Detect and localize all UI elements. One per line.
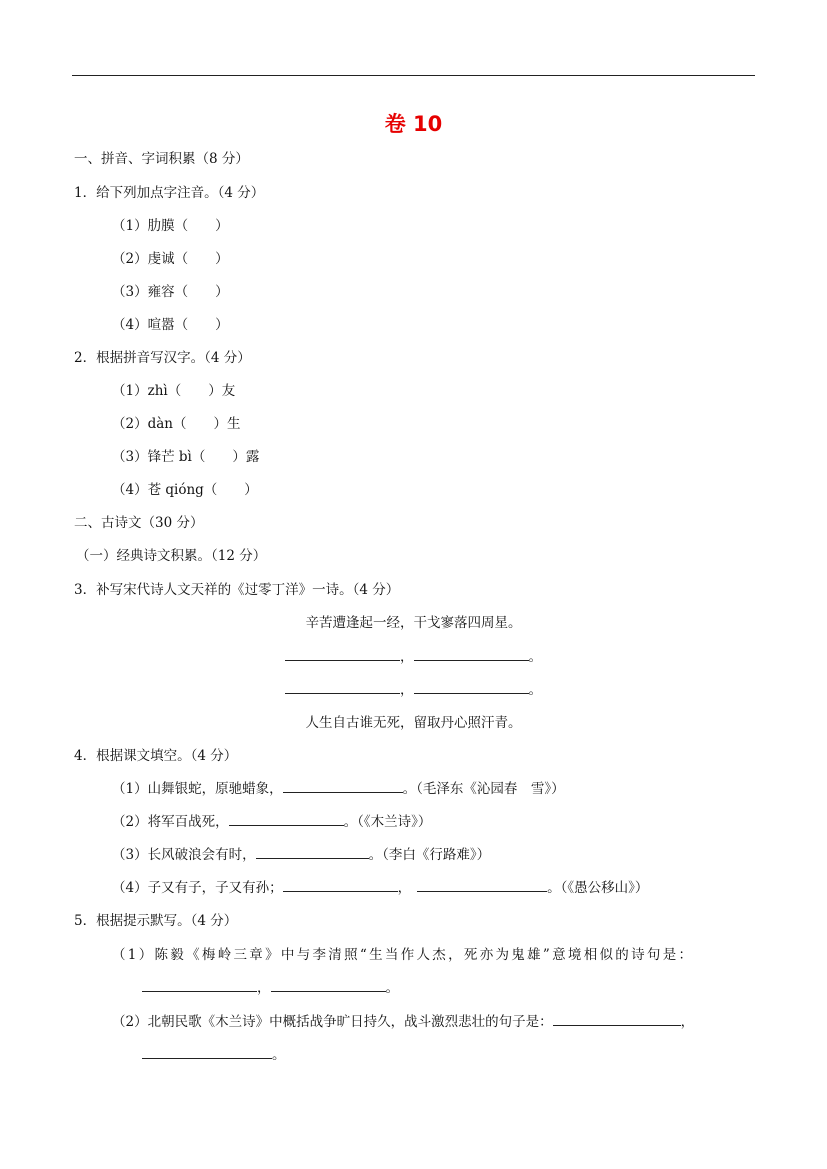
q4-item-1-text: （1）山舞银蛇，原驰蜡象，: [112, 781, 283, 797]
q5-stem: 5．根据提示默写。（4 分）: [74, 913, 238, 929]
q4-item-4-text: （4）子又有子，子又有孙；: [112, 880, 283, 896]
comma: ，: [257, 980, 271, 996]
q4-item-2: [112, 813, 431, 831]
q1-item-3: （3）雍容（ ）: [112, 284, 229, 300]
period: 。: [528, 649, 542, 665]
answer-blank[interactable]: [142, 979, 257, 992]
answer-blank[interactable]: [271, 979, 386, 992]
q1-item-4: （4）喧嚣（ ）: [112, 317, 229, 333]
comma: ，: [397, 880, 412, 896]
answer-blank[interactable]: [142, 1046, 272, 1059]
answer-blank[interactable]: [285, 648, 400, 661]
answer-blank[interactable]: [229, 813, 344, 826]
section-1-heading: 一、拼音、字词积累（8 分）: [74, 151, 249, 167]
q4-item-2-source: 。（《木兰诗》）: [343, 814, 432, 830]
q2-item-3: （3）锋芒 bì（ ）露: [112, 449, 260, 465]
q5-item-1-answer: [142, 979, 399, 997]
q3-poem-line-1: 辛苦遭逢起一经，干戈寥落四周星。: [305, 615, 522, 631]
q4-item-1-source: 。（毛泽东《沁园春 雪》）: [402, 781, 565, 797]
period: 。: [385, 980, 399, 996]
answer-blank[interactable]: [414, 648, 529, 661]
section-2-sub-heading: （一）经典诗文积累。（12 分）: [76, 548, 267, 564]
section-2-heading: 二、古诗文（30 分）: [74, 515, 204, 531]
q4-item-3-text: （3）长风破浪会有时，: [112, 847, 256, 863]
q4-item-3-source: 。（李白《行路难》）: [368, 847, 491, 863]
answer-blank[interactable]: [417, 879, 547, 892]
q3-fill-line-2: [0, 648, 827, 666]
q2-item-2: （2）dàn（ ）生: [112, 416, 241, 432]
q1-item-1: （1）肋膜（ ）: [112, 218, 229, 234]
q4-item-4: [112, 879, 648, 897]
answer-blank[interactable]: [256, 846, 369, 859]
q5-item-2-text: （2）北朝民歌《木兰诗》中概括战争旷日持久，战斗激烈悲壮的句子是：: [112, 1014, 553, 1030]
period: 。: [528, 682, 542, 698]
q1-stem: 1．给下列加点字注音。（4 分）: [74, 185, 265, 201]
q2-item-4: （4）苍 qióng（ ）: [112, 482, 258, 498]
q3-fill-line-3: [0, 681, 827, 699]
q5-item-2-answer: [142, 1046, 286, 1064]
answer-blank[interactable]: [283, 780, 403, 793]
header-rule: [72, 75, 755, 76]
answer-blank[interactable]: [414, 681, 529, 694]
q3-stem: 3．补写宋代诗人文天祥的《过零丁洋》一诗。（4 分）: [74, 582, 400, 598]
page-title: 卷 10: [384, 112, 443, 136]
answer-blank[interactable]: [283, 879, 398, 892]
q4-item-2-text: （2）将军百战死，: [112, 814, 229, 830]
answer-blank[interactable]: [285, 681, 400, 694]
q2-item-1: （1）zhì（ ）友: [112, 383, 236, 399]
q5-item-1: （1）陈毅《梅岭三章》中与李清照“生当作人杰，死亦为鬼雄”意境相似的诗句是：: [112, 947, 695, 963]
q4-item-1: [112, 780, 565, 798]
answer-blank[interactable]: [553, 1013, 681, 1026]
period: 。: [272, 1047, 286, 1063]
comma: ，: [680, 1014, 695, 1030]
q5-item-2: [112, 1013, 694, 1031]
q2-stem: 2．根据拼音写汉字。（4 分）: [74, 350, 251, 366]
q4-item-3: [112, 846, 490, 864]
q4-item-4-source: 。（《愚公移山》）: [547, 880, 649, 896]
q1-item-2: （2）虔诚（ ）: [112, 251, 229, 267]
comma: ，: [400, 649, 414, 665]
comma: ，: [400, 682, 414, 698]
q3-poem-line-4: 人生自古谁无死，留取丹心照汗青。: [305, 715, 522, 731]
q4-stem: 4．根据课文填空。（4 分）: [74, 748, 238, 764]
